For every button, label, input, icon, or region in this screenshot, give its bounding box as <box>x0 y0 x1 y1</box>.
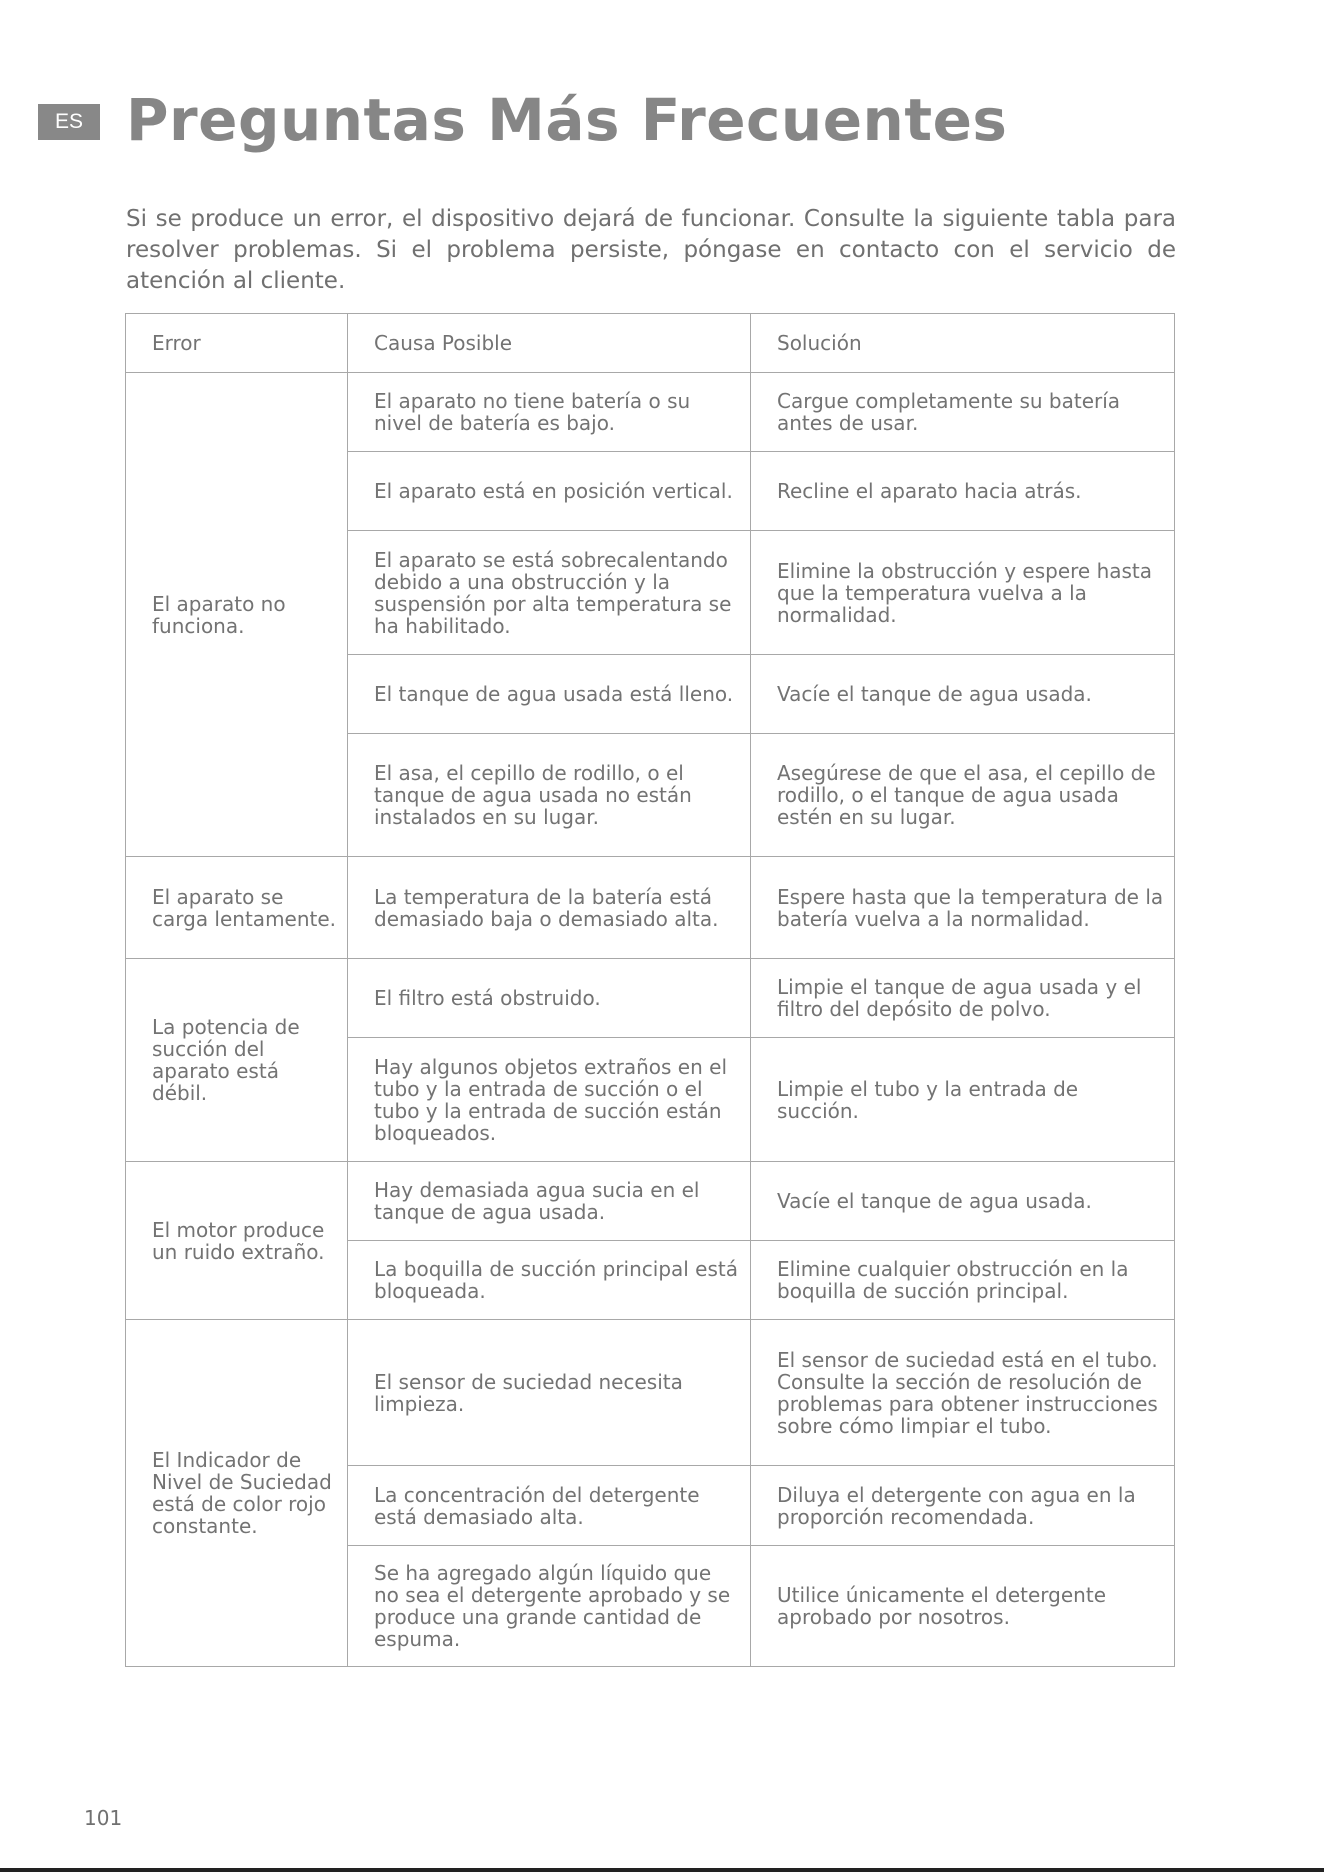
error-cell: El motor produce un ruido extraño. <box>126 1162 348 1320</box>
solution-cell: Vacíe el tanque de agua usada. <box>751 1162 1175 1241</box>
cause-cell: El aparato está en posición vertical. <box>348 452 751 531</box>
error-cell: El aparato no funciona. <box>126 373 348 857</box>
intro-paragraph: Si se produce un error, el dispositivo dejará de funcionar. Consulte la siguiente tabla para resolver problemas. Si el problema persiste, póngase en contacto con el servicio de atención al cliente. <box>126 206 1176 294</box>
bottom-rule <box>0 1868 1324 1872</box>
table-row <box>126 857 1175 959</box>
solution-cell: Limpie el tanque de agua usada y el filtro del depósito de polvo. <box>751 959 1175 1038</box>
solution-cell: Utilice únicamente el detergente aprobado por nosotros. <box>751 1546 1175 1667</box>
cause-cell: El sensor de suciedad necesita limpieza. <box>348 1320 751 1466</box>
solution-cell: Elimine la obstrucción y espere hasta que la temperatura vuelva a la normalidad. <box>751 531 1175 655</box>
cause-cell: El filtro está obstruido. <box>348 959 751 1038</box>
header-cause: Causa Posible <box>348 314 751 373</box>
error-cell: El Indicador de Nivel de Suciedad está de color rojo constante. <box>126 1320 348 1667</box>
solution-cell: Recline el aparato hacia atrás. <box>751 452 1175 531</box>
solution-cell: Elimine cualquier obstrucción en la boquilla de succión principal. <box>751 1241 1175 1320</box>
error-cell: El aparato se carga lentamente. <box>126 857 348 959</box>
faq-table <box>125 313 1175 1667</box>
solution-cell: Vacíe el tanque de agua usada. <box>751 655 1175 734</box>
solution-cell: Limpie el tubo y la entrada de succión. <box>751 1038 1175 1162</box>
solution-cell: Asegúrese de que el asa, el cepillo de rodillo, o el tanque de agua usada estén en su lugar. <box>751 734 1175 857</box>
cause-cell: Hay algunos objetos extraños en el tubo y la entrada de succión o el tubo y la entrada de succión están bloqueados. <box>348 1038 751 1162</box>
cause-cell: La temperatura de la batería está demasiado baja o demasiado alta. <box>348 857 751 959</box>
header-error: Error <box>126 314 348 373</box>
cause-cell: El aparato se está sobrecalentando debido a una obstrucción y la suspensión por alta temperatura se ha habilitado. <box>348 531 751 655</box>
solution-cell: Cargue completamente su batería antes de usar. <box>751 373 1175 452</box>
solution-cell: Espere hasta que la temperatura de la batería vuelva a la normalidad. <box>751 857 1175 959</box>
table-row <box>126 1162 1175 1241</box>
page-number: 101 <box>84 1806 123 1830</box>
solution-cell: El sensor de suciedad está en el tubo. Consulte la sección de resolución de problemas para obtener instrucciones sobre cómo limpiar el tubo. <box>751 1320 1175 1466</box>
header-solution: Solución <box>751 314 1175 373</box>
cause-cell: La boquilla de succión principal está bloqueada. <box>348 1241 751 1320</box>
cause-cell: El aparato no tiene batería o su nivel de batería es bajo. <box>348 373 751 452</box>
table-header-row <box>126 314 1175 373</box>
solution-cell: Diluya el detergente con agua en la proporción recomendada. <box>751 1466 1175 1546</box>
cause-cell: El tanque de agua usada está lleno. <box>348 655 751 734</box>
page-title: Preguntas Más Frecuentes <box>126 86 1008 154</box>
cause-cell: El asa, el cepillo de rodillo, o el tanque de agua usada no están instalados en su lugar. <box>348 734 751 857</box>
table-row <box>126 373 1175 452</box>
table-row <box>126 1320 1175 1466</box>
table-row <box>126 959 1175 1038</box>
error-cell: La potencia de succión del aparato está débil. <box>126 959 348 1162</box>
cause-cell: Se ha agregado algún líquido que no sea el detergente aprobado y se produce una grande cantidad de espuma. <box>348 1546 751 1667</box>
cause-cell: Hay demasiada agua sucia en el tanque de agua usada. <box>348 1162 751 1241</box>
cause-cell: La concentración del detergente está demasiado alta. <box>348 1466 751 1546</box>
language-badge: ES <box>38 104 100 140</box>
